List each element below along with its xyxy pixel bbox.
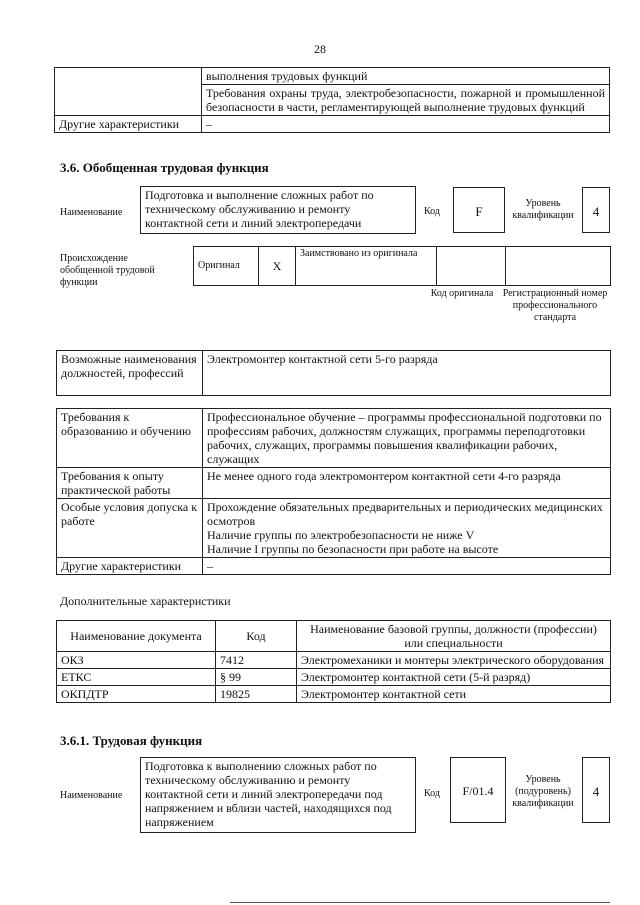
positions-table bbox=[56, 350, 611, 396]
tf-name-box: Подготовка к выполнению сложных работ по техническому обслуживанию и ремонту контактной сети и линий электропередачи под напряжением и вблизи частей, находящихся под напряжением bbox=[140, 757, 416, 833]
additional-cell: Электромеханики и монтеры электрического оборудования bbox=[297, 652, 611, 669]
origin-table bbox=[193, 246, 611, 286]
additional-table bbox=[56, 620, 611, 703]
top-table-cell: Другие характеристики bbox=[55, 116, 202, 133]
reg-number-cell bbox=[506, 247, 611, 286]
borrowed-label: Заимствовано из оригинала bbox=[296, 247, 437, 286]
additional-header: Наименование документа bbox=[57, 621, 216, 652]
gtf-name-box: Подготовка и выполнение сложных работ по техническому обслуживанию и ремонту контактной сети и линий электропередачи bbox=[140, 186, 416, 234]
req-label: Другие характеристики bbox=[57, 558, 203, 575]
req-label: Особые условия допуска к работе bbox=[57, 499, 203, 558]
tf-code-box: F/01.4 bbox=[450, 757, 506, 823]
additional-cell: ОКПДТР bbox=[57, 686, 216, 703]
name-label: Наименование bbox=[60, 207, 123, 218]
section-title: 3.6. Обобщенная трудовая функция bbox=[60, 160, 269, 175]
original-label: Оригинал bbox=[194, 247, 259, 286]
additional-cell: ЕТКС bbox=[57, 669, 216, 686]
code-label: Код bbox=[424, 206, 440, 217]
additional-cell: 7412 bbox=[216, 652, 297, 669]
positions-label: Возможные наименования должностей, профессий bbox=[57, 351, 203, 396]
requirements-table bbox=[56, 408, 611, 575]
req-value bbox=[203, 499, 611, 558]
req-value: Профессиональное обучение – программы профессиональной подготовки по профессиям рабочих, должностям служащих, программы переподготовки рабочих, служащих, программы повышения квалификации рабочих, служащих bbox=[203, 409, 611, 468]
req-line: Наличие группы по электробезопасности не ниже V bbox=[207, 528, 475, 542]
origin-label: Происхождение обобщенной трудовой функции bbox=[60, 253, 155, 288]
req-label: Требования к опыту практической работы bbox=[57, 468, 203, 499]
name-label: Наименование bbox=[60, 790, 123, 801]
original-mark: X bbox=[259, 247, 296, 286]
additional-header: Наименование базовой группы, должности (профессии) или специальности bbox=[297, 621, 611, 652]
additional-cell: Электромонтер контактной сети bbox=[297, 686, 611, 703]
top-table-empty-cell bbox=[55, 68, 202, 116]
req-line: Наличие I группы по безопасности при работе на высоте bbox=[207, 542, 499, 556]
top-table-cell: выполнения трудовых функций bbox=[202, 68, 610, 85]
req-line: Прохождение обязательных предварительных и периодических медицинских осмотров bbox=[207, 500, 603, 528]
req-value: – bbox=[203, 558, 611, 575]
top-table-cell: Требования охраны труда, электробезопасности, пожарной и промышленной безопасности в части, регламентирующей выполнение трудовых функций bbox=[202, 85, 610, 116]
scan-edge-line bbox=[230, 902, 610, 903]
gtf-code-box: F bbox=[453, 187, 505, 233]
code-original-label: Код оригинала bbox=[430, 288, 494, 299]
additional-cell: ОКЗ bbox=[57, 652, 216, 669]
additional-cell: 19825 bbox=[216, 686, 297, 703]
additional-header: Код bbox=[216, 621, 297, 652]
level-label: Уровень (подуровень) квалификации bbox=[512, 774, 574, 809]
code-label: Код bbox=[424, 788, 440, 799]
additional-cell: Электромонтер контактной сети (5-й разряд) bbox=[297, 669, 611, 686]
top-table-cell: – bbox=[202, 116, 610, 133]
page-number: 28 bbox=[314, 42, 326, 56]
top-table bbox=[54, 67, 610, 133]
reg-number-label: Регистрационный номер профессионального стандарта bbox=[502, 288, 608, 323]
level-label: Уровень квалификации bbox=[512, 198, 574, 221]
tf-level-box: 4 bbox=[582, 757, 610, 823]
req-value: Не менее одного года электромонтером контактной сети 4-го разряда bbox=[203, 468, 611, 499]
section-title: 3.6.1. Трудовая функция bbox=[60, 733, 203, 748]
req-label: Требования к образованию и обучению bbox=[57, 409, 203, 468]
additional-cell: § 99 bbox=[216, 669, 297, 686]
positions-value: Электромонтер контактной сети 5-го разряда bbox=[203, 351, 611, 396]
code-original-cell bbox=[437, 247, 506, 286]
additional-title: Дополнительные характеристики bbox=[60, 594, 231, 608]
gtf-level-box: 4 bbox=[582, 187, 610, 233]
